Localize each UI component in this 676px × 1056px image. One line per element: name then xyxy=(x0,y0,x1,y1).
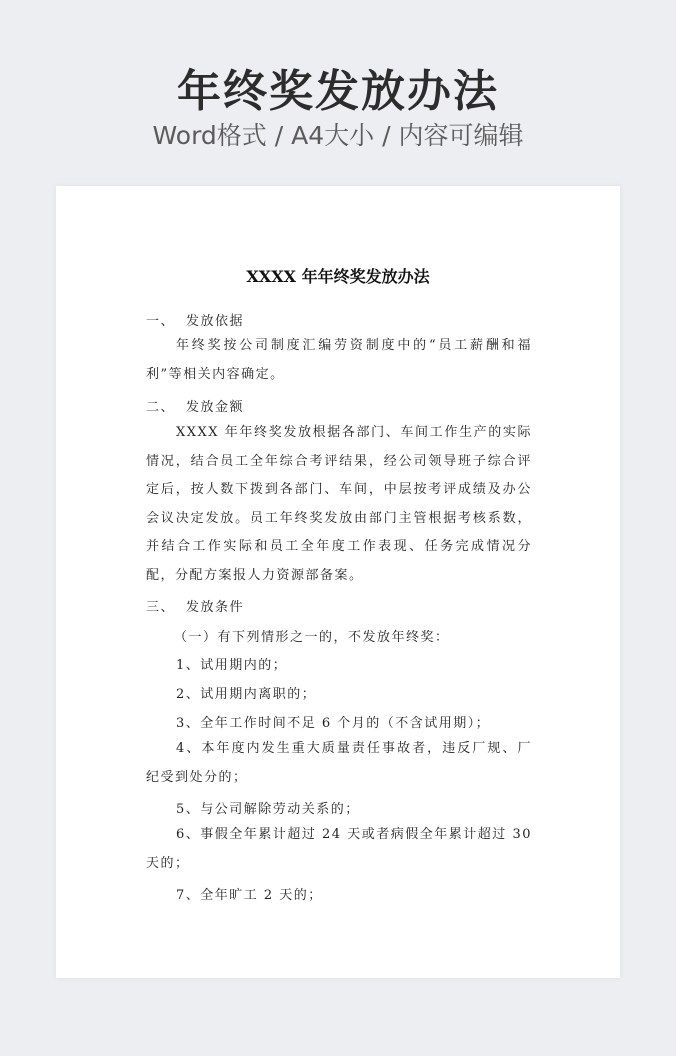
condition-item: 7、全年旷工 2 天的； xyxy=(176,888,323,903)
section-heading-text: 发放金额 xyxy=(186,400,245,415)
section-number: 三、 xyxy=(146,600,176,615)
condition-item: 5、与公司解除劳动关系的； xyxy=(176,802,360,817)
document-page xyxy=(56,186,620,978)
section-heading-3 xyxy=(146,596,244,615)
condition-intro: （一）有下列情形之一的，不发放年终奖： xyxy=(174,630,450,645)
condition-item: 4、本年度内发生重大质量责任事故者，违反厂规、厂纪受到处分的； xyxy=(146,741,532,785)
section-heading-text: 发放条件 xyxy=(186,600,245,615)
banner-title: 年终奖发放办法 xyxy=(177,66,499,117)
condition-item: 1、试用期内的； xyxy=(176,658,288,673)
section-heading-text: 发放依据 xyxy=(186,314,245,329)
section-heading-2 xyxy=(146,396,244,415)
section-heading-1 xyxy=(146,310,244,329)
banner-subtitle: Word格式 / A4大小 / 内容可编辑 xyxy=(152,121,524,150)
condition-item: 2、试用期内离职的； xyxy=(176,687,317,702)
section-paragraph-1: 年终奖按公司制度汇编劳资制度中的“员工薪酬和福利”等相关内容确定。 xyxy=(146,338,532,382)
document-title: XXXX 年年终奖发放办法 xyxy=(246,267,430,286)
section-number: 一、 xyxy=(146,314,176,329)
condition-item: 3、全年工作时间不足 6 个月的（不含试用期）； xyxy=(176,716,491,731)
section-paragraph-2: XXXX 年年终奖发放根据各部门、车间工作生产的实际情况，结合员工全年综合考评结果，经公司领导班子综合评定后，按人数下拨到各部门、车间，中层按考评成绩及办公会议决定发放。员工年终奖发放由部门主管根据考核系数，并结合工作实际和员工全年度工作表现、任务完成情况分配，分配方案报人力资源部备案。 xyxy=(146,425,532,583)
section-number: 二、 xyxy=(146,400,176,415)
condition-item: 6、事假全年累计超过 24 天或者病假全年累计超过 30 天的； xyxy=(146,827,532,871)
